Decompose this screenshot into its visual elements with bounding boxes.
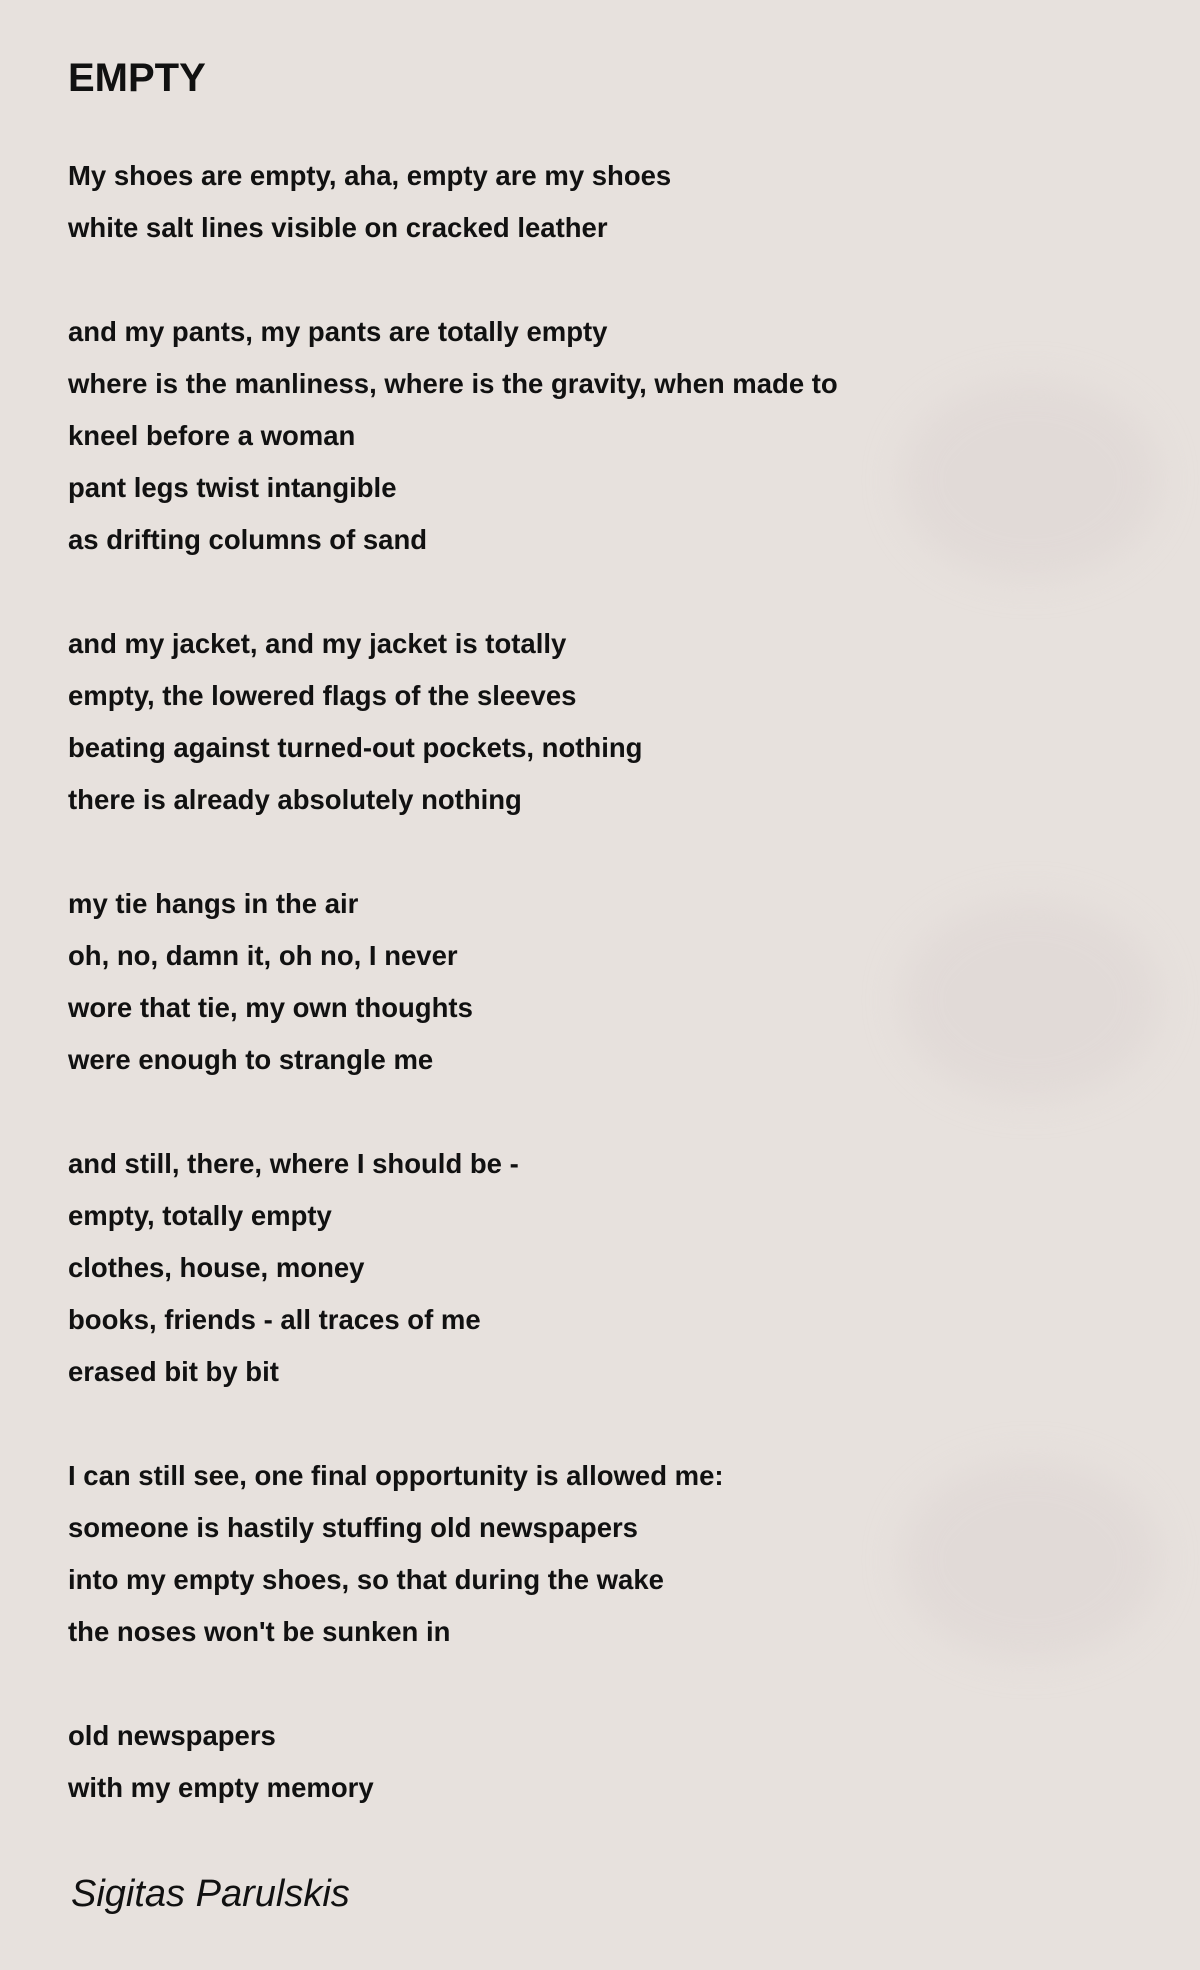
poem-body	[68, 150, 838, 1866]
poem-line: with my empty memory	[68, 1772, 374, 1803]
stanza	[68, 150, 838, 254]
poem-line: empty, totally empty	[68, 1200, 332, 1231]
poem-line: the noses won't be sunken in	[68, 1616, 451, 1647]
poem-line: oh, no, damn it, oh no, I never	[68, 940, 458, 971]
poem-line: clothes, house, money	[68, 1252, 365, 1283]
stanza	[68, 878, 838, 1086]
stanza	[68, 1710, 838, 1814]
poem-line: white salt lines visible on cracked leather	[68, 212, 608, 243]
poem-line: and my jacket, and my jacket is totally	[68, 628, 567, 659]
stanza	[68, 618, 838, 826]
poem-line: beating against turned-out pockets, nothing	[68, 732, 643, 763]
poem-line: old newspapers	[68, 1720, 276, 1751]
poem-line: empty, the lowered flags of the sleeves	[68, 680, 577, 711]
poem-line: wore that tie, my own thoughts	[68, 992, 473, 1023]
poem-line: into my empty shoes, so that during the wake	[68, 1564, 664, 1595]
poem-line: someone is hastily stuffing old newspapers	[68, 1512, 638, 1543]
poem-line: I can still see, one final opportunity is allowed me:	[68, 1460, 724, 1491]
poem-line: my tie hangs in the air	[68, 888, 359, 919]
poem-line: erased bit by bit	[68, 1356, 279, 1387]
background-texture	[900, 1460, 1160, 1660]
poem-line: there is already absolutely nothing	[68, 784, 522, 815]
poem-line: were enough to strangle me	[68, 1044, 434, 1075]
poem-line: where is the manliness, where is the gravity, when made to	[68, 368, 838, 399]
background-texture	[900, 380, 1160, 580]
poem-line: kneel before a woman	[68, 420, 356, 451]
poem-line: My shoes are empty, aha, empty are my shoes	[68, 160, 672, 191]
poem-title: EMPTY	[68, 56, 206, 100]
poem-author: Sigitas Parulskis	[71, 1873, 350, 1915]
poem-line: books, friends - all traces of me	[68, 1304, 481, 1335]
stanza	[68, 1450, 838, 1658]
stanza	[68, 306, 838, 566]
poem-line: and my pants, my pants are totally empty	[68, 316, 608, 347]
stanza	[68, 1138, 838, 1398]
poem-line: as drifting columns of sand	[68, 524, 428, 555]
background-texture	[900, 900, 1160, 1100]
poem-line: pant legs twist intangible	[68, 472, 397, 503]
poem-line: and still, there, where I should be -	[68, 1148, 519, 1179]
